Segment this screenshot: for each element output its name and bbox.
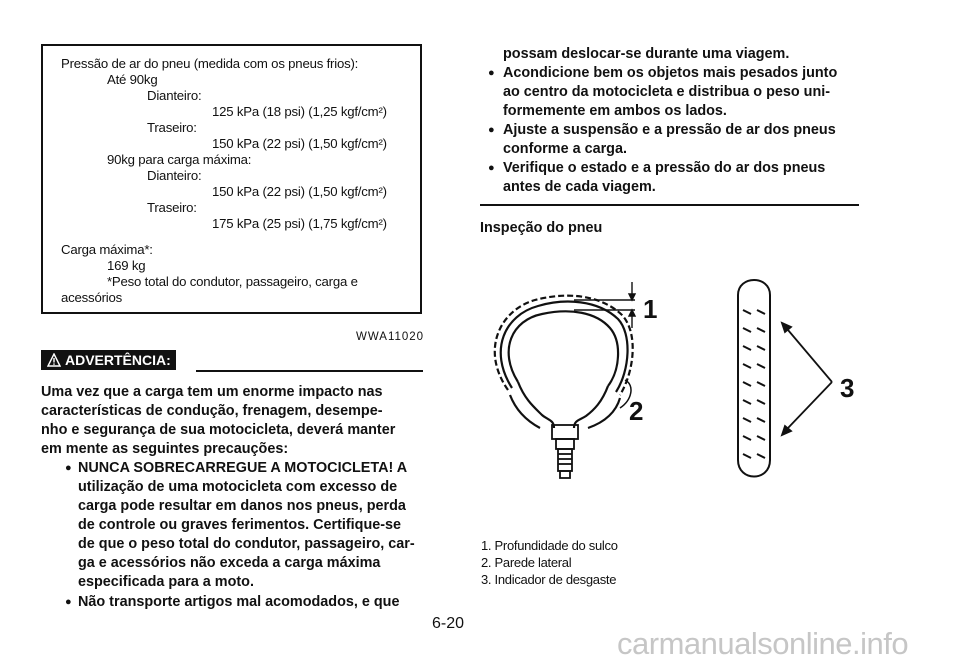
box-line: Pressão de ar do pneu (medida com os pneus frios): [61,56,359,71]
bullet-line: utilização de uma motocicleta com excesso de [78,479,398,495]
bullet-dot: ● [65,462,72,474]
box-line: 175 kPa (25 psi) (1,75 kgf/cm²) [212,216,387,231]
bullet-line: ao centro da motocicleta e distribua o peso uni- [503,84,831,100]
bullet-line: carga pode resultar em danos nos pneus, perda [78,498,406,514]
warning-paragraph-line: características de condução, frenagem, desempe- [41,403,383,419]
wear-indicator-arrows [782,323,832,435]
bullet-line: Acondicione bem os objetos mais pesados junto [503,65,838,81]
box-line: 125 kPa (18 psi) (1,25 kgf/cm²) [212,104,387,119]
bullet-dot: ● [488,124,495,136]
box-line: Traseiro: [147,120,197,135]
bullet-dot: ● [488,162,495,174]
bullet-line: antes de cada viagem. [503,179,656,195]
bullet-line: de controle ou graves ferimentos. Certifique-se [78,517,402,533]
figure-label-2: 2 [629,396,644,426]
box-line: 150 kPa (22 psi) (1,50 kgf/cm²) [212,136,387,151]
bullet-line: Verifique o estado e a pressão do ar dos pneus [503,160,826,176]
figure-label-1: 1 [643,294,658,324]
warning-paragraph-line: Uma vez que a carga tem um enorme impacto nas [41,384,383,400]
bullet-line: conforme a carga. [503,141,627,157]
bullet-line: NUNCA SOBRECARREGUE A MOTOCICLETA! A [78,460,408,476]
box-line: 90kg para carga máxima: [107,152,252,167]
section-heading: Inspeção do pneu [480,220,603,236]
watermark-text: carmanualsonline.info [617,626,909,661]
bullet-line: Ajuste a suspensão e a pressão de ar dos pneus [503,122,836,138]
bullet-line: ga e acessórios não exceda a carga máxima [78,555,381,571]
warning-badge [41,350,176,370]
box-line: Traseiro: [147,200,197,215]
warning-label: ADVERTÊNCIA: [65,352,171,368]
warning-paragraph-line: nho e segurança de sua motocicleta, deverá manter [41,422,396,438]
bullet-line: de que o peso total do condutor, passageiro, car- [78,536,415,552]
warning-rule [196,370,423,372]
bullet-line: formemente em ambos os lados. [503,103,727,119]
warning-paragraph-line: em mente as seguintes precauções: [41,441,289,457]
box-line: 169 kg [107,258,146,273]
tire-figure [470,270,870,495]
warning-code: WWA11020 [356,331,425,343]
bullet-dot: ● [488,67,495,79]
tire-cross-section [495,296,633,428]
box-line: Dianteiro: [147,168,202,183]
valve-stem [552,425,578,478]
caption-item: 2. Parede lateral [481,555,572,570]
page-number: 6-20 [432,615,465,632]
continued-line: possam deslocar-se durante uma viagem. [503,46,790,62]
tire-pressure-box [41,44,422,314]
caption-item: 3. Indicador de desgaste [481,572,617,587]
box-line: 150 kPa (22 psi) (1,50 kgf/cm²) [212,184,387,199]
figure-label-3: 3 [840,373,855,403]
tire-front-view [738,280,770,477]
box-line: acessórios [61,290,123,305]
bullet-line: Não transporte artigos mal acomodados, e que [78,594,400,610]
box-line: Dianteiro: [147,88,202,103]
box-line: Até 90kg [107,72,158,87]
warning-triangle-icon [47,353,61,367]
box-line: *Peso total do condutor, passageiro, carga e [107,274,358,289]
section-rule [480,204,859,206]
bullet-line: especificada para a moto. [78,574,254,590]
bullet-dot: ● [65,596,72,608]
box-line: Carga máxima*: [61,242,153,257]
caption-item: 1. Profundidade do sulco [481,538,618,553]
